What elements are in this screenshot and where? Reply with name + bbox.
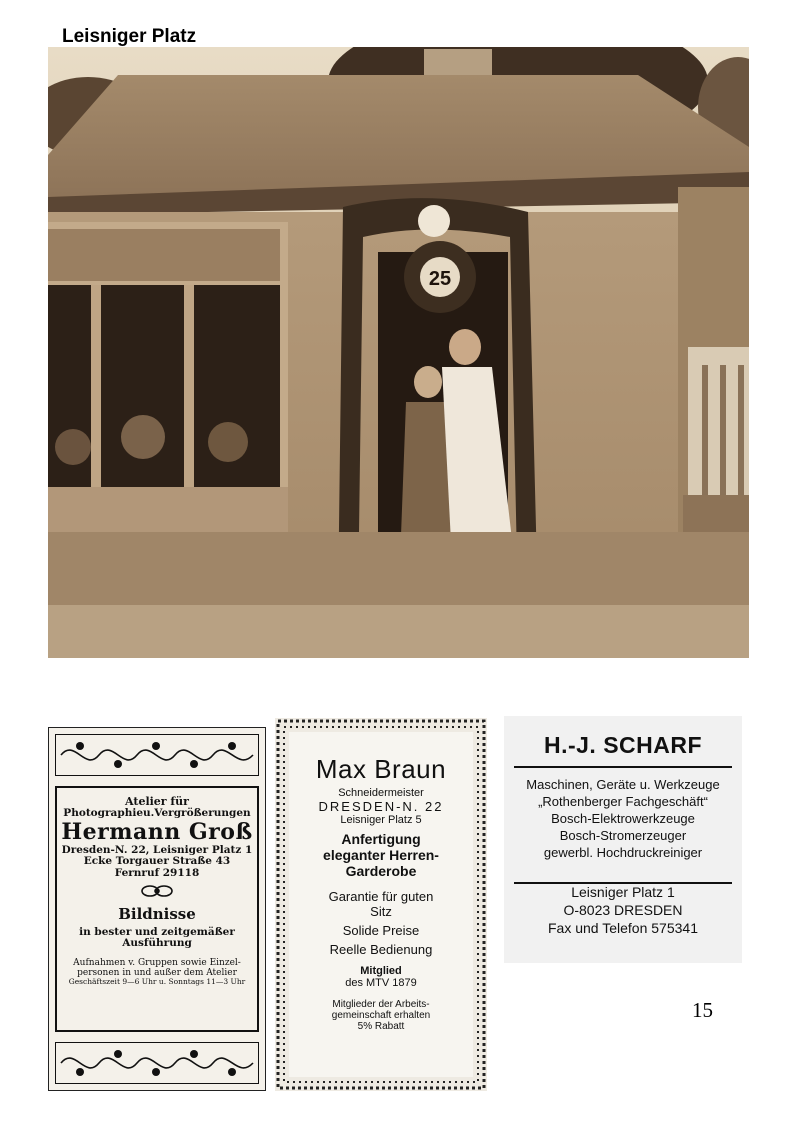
ad-line: Leisniger Platz 1 (571, 884, 675, 900)
advertisement-hermann-gross (48, 727, 266, 1091)
page-heading: Leisniger Platz (62, 26, 197, 47)
ad-line: „Rothenberger Fachgeschäft“ (538, 794, 708, 809)
ad-line: Ausführung (122, 937, 192, 950)
ad-line: Geschäftszeit 9—6 Uhr u. Sonntags 11—3 Uhr (68, 977, 246, 987)
ad-name: H.-J. SCHARF (543, 732, 703, 758)
ad-line: Dresden-N. 22, Leisniger Platz 1 (61, 843, 253, 856)
ad-line: Schneidermeister (338, 787, 424, 799)
ad-line: Photographieu.Vergrößerungen (63, 807, 251, 820)
ad-line: Maschinen, Geräte u. Werkzeuge (526, 777, 720, 792)
ad-line: gewerbl. Hochdruckreiniger (543, 845, 703, 860)
ad-name: Max Braun (315, 754, 447, 784)
ad-line: Bosch-Stromerzeuger (559, 828, 687, 843)
ad-line: DRESDEN-N. 22 (318, 799, 444, 814)
ornament-band-bottom (55, 1042, 259, 1084)
ornament-icon (57, 884, 257, 902)
ad-line: Ecke Torgauer Straße 43 (83, 855, 231, 868)
advertisement-hj-scharf (504, 716, 742, 963)
ad-line: O-8023 DRESDEN (563, 902, 683, 918)
ad-line: Sitz (370, 904, 392, 919)
ad-line: Mitglieder der Arbeits- (332, 999, 430, 1010)
divider (514, 882, 732, 884)
ad-line: Leisniger Platz 5 (340, 814, 422, 826)
ad-line: Bosch-Elektrowerkzeuge (551, 811, 695, 826)
ad-line: Solide Preise (342, 923, 420, 938)
divider (514, 766, 732, 768)
ad-text-frame (55, 786, 259, 1032)
ad-line: Garderobe (345, 863, 417, 879)
page-number: 15 (692, 998, 713, 1022)
advertisement-max-braun (275, 718, 487, 1091)
ad-line: Atelier für (125, 795, 189, 808)
ad-name: Hermann Groß (61, 819, 253, 846)
ad-line: Reelle Bedienung (329, 942, 433, 957)
ad-line: Anfertigung (341, 831, 421, 847)
ad-line: Mitglied (360, 965, 402, 977)
ad-line: eleganter Herren- (323, 847, 439, 863)
ad-line: personen in und außer dem Atelier (77, 968, 237, 979)
ad-line: gemeinschaft erhalten (331, 1010, 431, 1021)
ad-line: Garantie für guten (328, 889, 434, 904)
ad-line: Fax und Telefon 575341 (548, 920, 698, 936)
ad-heading: Bildnisse (118, 904, 196, 923)
ad-line: in bester und zeitgemäßer (79, 925, 235, 938)
ad-text-frame (289, 732, 473, 1077)
house-number: 25 (428, 268, 452, 290)
shop-photograph (48, 47, 749, 658)
ad-line: des MTV 1879 (345, 977, 417, 989)
ornament-band-top (55, 734, 259, 776)
ad-line: 5% Rabatt (357, 1021, 405, 1032)
ad-line: Fernruf 29118 (114, 867, 200, 880)
ad-line: Aufnahmen v. Gruppen sowie Einzel- (73, 958, 241, 969)
